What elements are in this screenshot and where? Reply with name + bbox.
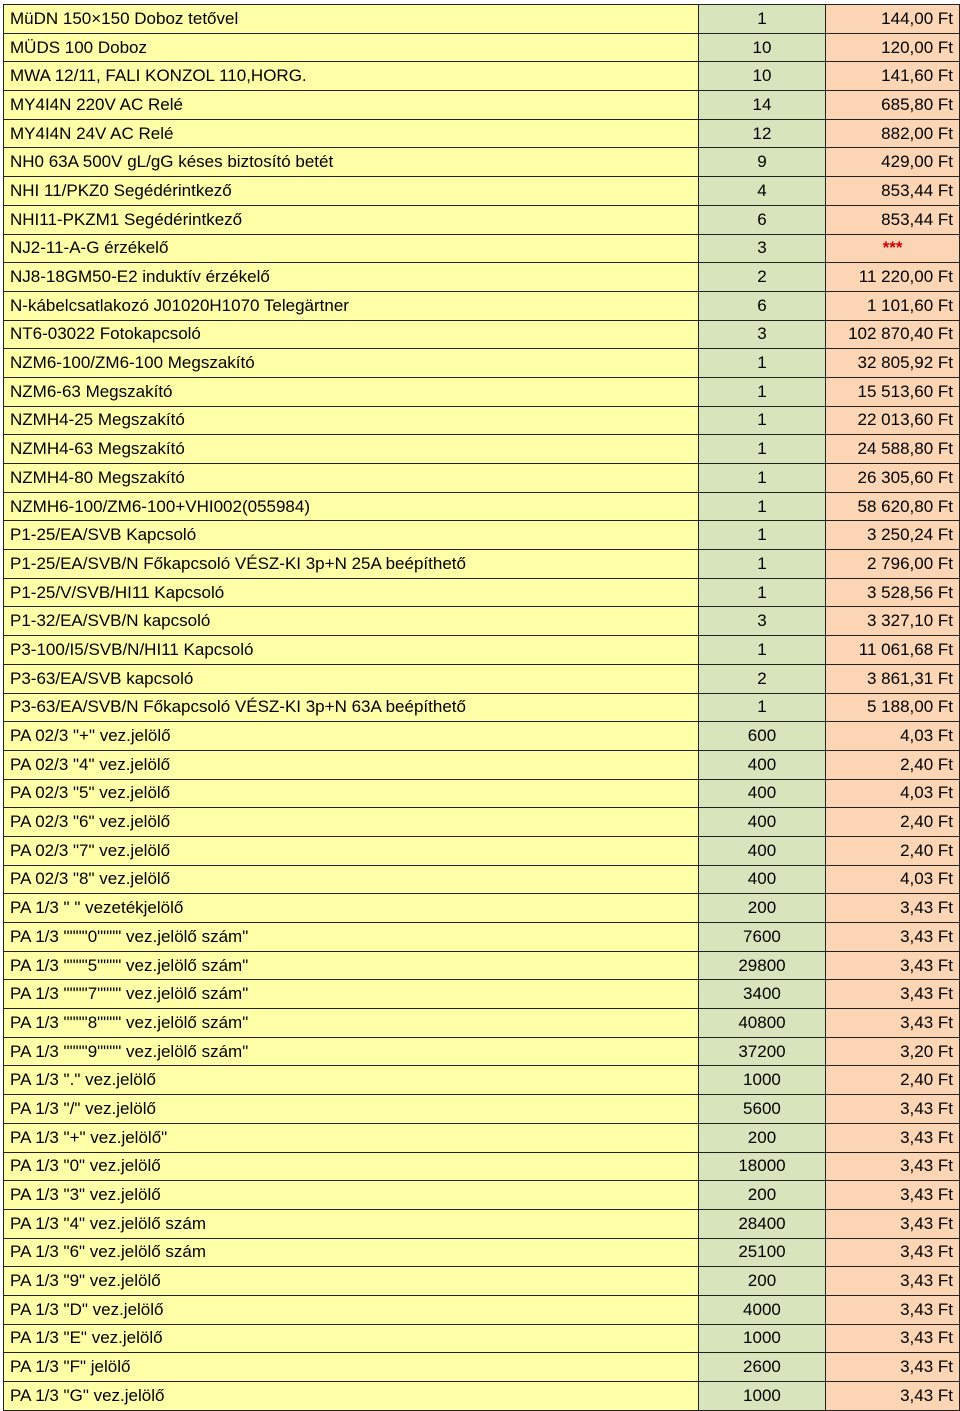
quantity-cell: 4000 [698, 1295, 825, 1324]
unit-price-cell: 22 013,60 Ft [826, 406, 960, 435]
unit-price-cell: 3,43 Ft [826, 1353, 960, 1382]
unit-price-cell: 3,43 Ft [826, 1238, 960, 1267]
unit-price-cell: 26 305,60 Ft [826, 464, 960, 493]
product-name-cell: PA 02/3 "8" vez.jelölő [4, 865, 699, 894]
quantity-cell: 1 [698, 377, 825, 406]
unit-price-cell: 2,40 Ft [826, 1066, 960, 1095]
product-name-cell: NJ2-11-A-G érzékelő [4, 234, 699, 263]
unit-price-cell: 429,00 Ft [826, 148, 960, 177]
product-name-cell: PA 1/3 """"8"""" vez.jelölő szám" [4, 1009, 699, 1038]
product-name-cell: PA 1/3 """"0"""" vez.jelölő szám" [4, 923, 699, 952]
unit-price-cell: 3,43 Ft [826, 951, 960, 980]
table-row [4, 1209, 960, 1238]
table-row [4, 1009, 960, 1038]
product-name-cell: P1-25/EA/SVB Kapcsoló [4, 521, 699, 550]
table-row [4, 779, 960, 808]
unit-price-cell: 1 101,60 Ft [826, 291, 960, 320]
quantity-cell: 14 [698, 91, 825, 120]
quantity-cell: 1 [698, 464, 825, 493]
unit-price-cell: 3 861,31 Ft [826, 664, 960, 693]
unit-price-cell: 882,00 Ft [826, 119, 960, 148]
quantity-cell: 3 [698, 320, 825, 349]
quantity-cell: 600 [698, 722, 825, 751]
product-name-cell: PA 1/3 "4" vez.jelölő szám [4, 1209, 699, 1238]
unit-price-cell: 2,40 Ft [826, 836, 960, 865]
quantity-cell: 3 [698, 607, 825, 636]
quantity-cell: 1 [698, 349, 825, 378]
table-row [4, 1353, 960, 1382]
unit-price-cell: 2,40 Ft [826, 808, 960, 837]
table-row [4, 62, 960, 91]
quantity-cell: 400 [698, 808, 825, 837]
table-row [4, 349, 960, 378]
product-name-cell: MY4I4N 220V AC Relé [4, 91, 699, 120]
product-name-cell: MY4I4N 24V AC Relé [4, 119, 699, 148]
table-row [4, 923, 960, 952]
table-row [4, 406, 960, 435]
price-list-table [3, 4, 960, 1411]
table-row [4, 693, 960, 722]
quantity-cell: 6 [698, 205, 825, 234]
quantity-cell: 37200 [698, 1037, 825, 1066]
product-name-cell: PA 1/3 """"7"""" vez.jelölő szám" [4, 980, 699, 1009]
quantity-cell: 400 [698, 836, 825, 865]
table-row [4, 377, 960, 406]
unit-price-cell: 3,43 Ft [826, 1009, 960, 1038]
table-row [4, 1095, 960, 1124]
quantity-cell: 2 [698, 664, 825, 693]
table-row [4, 636, 960, 665]
unit-price-cell: 32 805,92 Ft [826, 349, 960, 378]
product-name-cell: PA 1/3 "." vez.jelölő [4, 1066, 699, 1095]
unit-price-cell: 120,00 Ft [826, 33, 960, 62]
unit-price-cell: 3,43 Ft [826, 1123, 960, 1152]
table-row [4, 5, 960, 34]
table-row [4, 1066, 960, 1095]
product-name-cell: PA 1/3 """"9"""" vez.jelölő szám" [4, 1037, 699, 1066]
quantity-cell: 1 [698, 5, 825, 34]
product-name-cell: P3-100/I5/SVB/N/HI11 Kapcsoló [4, 636, 699, 665]
table-row [4, 1295, 960, 1324]
table-row [4, 1037, 960, 1066]
unit-price-cell: 11 220,00 Ft [826, 263, 960, 292]
product-name-cell: NZMH4-80 Megszakító [4, 464, 699, 493]
product-name-cell: NJ8-18GM50-E2 induktív érzékelő [4, 263, 699, 292]
product-name-cell: PA 1/3 "+" vez.jelölő" [4, 1123, 699, 1152]
table-row [4, 492, 960, 521]
quantity-cell: 1 [698, 578, 825, 607]
unit-price-cell: 4,03 Ft [826, 865, 960, 894]
quantity-cell: 400 [698, 865, 825, 894]
quantity-cell: 400 [698, 750, 825, 779]
product-name-cell: PA 1/3 "D" vez.jelölő [4, 1295, 699, 1324]
unit-price-cell: 141,60 Ft [826, 62, 960, 91]
quantity-cell: 6 [698, 291, 825, 320]
table-row [4, 951, 960, 980]
unit-price-cell: 3,43 Ft [826, 1181, 960, 1210]
unit-price-cell: 58 620,80 Ft [826, 492, 960, 521]
product-name-cell: PA 1/3 "0" vez.jelölő [4, 1152, 699, 1181]
product-name-cell: NZMH4-63 Megszakító [4, 435, 699, 464]
product-name-cell: NZM6-100/ZM6-100 Megszakító [4, 349, 699, 378]
quantity-cell: 29800 [698, 951, 825, 980]
quantity-cell: 40800 [698, 1009, 825, 1038]
unit-price-cell: 2,40 Ft [826, 750, 960, 779]
table-row [4, 205, 960, 234]
quantity-cell: 200 [698, 1181, 825, 1210]
unit-price-cell: 4,03 Ft [826, 779, 960, 808]
product-name-cell: PA 1/3 "F" jelölő [4, 1353, 699, 1382]
product-name-cell: NH0 63A 500V gL/gG késes biztosító betét [4, 148, 699, 177]
unit-price-cell: 3,43 Ft [826, 1152, 960, 1181]
table-row [4, 464, 960, 493]
unit-price-cell: 853,44 Ft [826, 205, 960, 234]
unit-price-cell: 4,03 Ft [826, 722, 960, 751]
unit-price-cell: 15 513,60 Ft [826, 377, 960, 406]
unit-price-cell: 144,00 Ft [826, 5, 960, 34]
product-name-cell: N-kábelcsatlakozó J01020H1070 Telegärtner [4, 291, 699, 320]
quantity-cell: 2 [698, 263, 825, 292]
table-row [4, 865, 960, 894]
unit-price-cell: 3,43 Ft [826, 1295, 960, 1324]
table-row [4, 291, 960, 320]
quantity-cell: 400 [698, 779, 825, 808]
product-name-cell: PA 1/3 "G" vez.jelölő [4, 1382, 699, 1411]
quantity-cell: 200 [698, 894, 825, 923]
quantity-cell: 12 [698, 119, 825, 148]
table-row [4, 550, 960, 579]
product-name-cell: PA 1/3 "9" vez.jelölő [4, 1267, 699, 1296]
product-name-cell: PA 1/3 "6" vez.jelölő szám [4, 1238, 699, 1267]
product-name-cell: PA 02/3 "+" vez.jelölő [4, 722, 699, 751]
table-row [4, 119, 960, 148]
unit-price-cell: 3,20 Ft [826, 1037, 960, 1066]
quantity-cell: 1 [698, 435, 825, 464]
unit-price-cell: 3,43 Ft [826, 894, 960, 923]
quantity-cell: 1000 [698, 1382, 825, 1411]
unit-price-cell: 102 870,40 Ft [826, 320, 960, 349]
table-row [4, 33, 960, 62]
product-name-cell: PA 02/3 "5" vez.jelölő [4, 779, 699, 808]
quantity-cell: 1 [698, 636, 825, 665]
product-name-cell: NT6-03022 Fotokapcsoló [4, 320, 699, 349]
table-row [4, 607, 960, 636]
table-row [4, 435, 960, 464]
unit-price-cell: 3,43 Ft [826, 923, 960, 952]
product-name-cell: PA 1/3 "/" vez.jelölő [4, 1095, 699, 1124]
unit-price-cell: 3,43 Ft [826, 980, 960, 1009]
table-row [4, 263, 960, 292]
quantity-cell: 1 [698, 492, 825, 521]
table-row [4, 1382, 960, 1411]
quantity-cell: 1 [698, 406, 825, 435]
product-name-cell: PA 02/3 "7" vez.jelölő [4, 836, 699, 865]
quantity-cell: 4 [698, 177, 825, 206]
table-row [4, 234, 960, 263]
product-name-cell: MüDN 150×150 Doboz tetővel [4, 5, 699, 34]
product-name-cell: PA 1/3 "3" vez.jelölő [4, 1181, 699, 1210]
unit-price-cell: 853,44 Ft [826, 177, 960, 206]
unit-price-cell: 3,43 Ft [826, 1267, 960, 1296]
quantity-cell: 28400 [698, 1209, 825, 1238]
product-name-cell: MWA 12/11, FALI KONZOL 110,HORG. [4, 62, 699, 91]
product-name-cell: P1-25/V/SVB/HI11 Kapcsoló [4, 578, 699, 607]
quantity-cell: 1 [698, 693, 825, 722]
product-name-cell: PA 1/3 """"5"""" vez.jelölő szám" [4, 951, 699, 980]
product-name-cell: P1-25/EA/SVB/N Főkapcsoló VÉSZ-KI 3p+N 25A beépíthető [4, 550, 699, 579]
unit-price-cell: 5 188,00 Ft [826, 693, 960, 722]
unit-price-cell: *** [826, 234, 960, 263]
quantity-cell: 25100 [698, 1238, 825, 1267]
price-list-body [4, 5, 960, 1411]
table-row [4, 1267, 960, 1296]
quantity-cell: 9 [698, 148, 825, 177]
table-row [4, 148, 960, 177]
quantity-cell: 5600 [698, 1095, 825, 1124]
quantity-cell: 1 [698, 550, 825, 579]
table-row [4, 750, 960, 779]
product-name-cell: NHI 11/PKZ0 Segédérintkező [4, 177, 699, 206]
unit-price-cell: 3 327,10 Ft [826, 607, 960, 636]
quantity-cell: 2600 [698, 1353, 825, 1382]
table-row [4, 177, 960, 206]
table-row [4, 320, 960, 349]
product-name-cell: P3-63/EA/SVB/N Főkapcsoló VÉSZ-KI 3p+N 63A beépíthető [4, 693, 699, 722]
table-row [4, 808, 960, 837]
table-row [4, 980, 960, 1009]
unit-price-cell: 11 061,68 Ft [826, 636, 960, 665]
table-row [4, 1152, 960, 1181]
table-row [4, 91, 960, 120]
unit-price-cell: 3 250,24 Ft [826, 521, 960, 550]
product-name-cell: NZM6-63 Megszakító [4, 377, 699, 406]
quantity-cell: 10 [698, 62, 825, 91]
table-row [4, 664, 960, 693]
unit-price-cell: 3,43 Ft [826, 1324, 960, 1353]
table-row [4, 836, 960, 865]
table-row [4, 578, 960, 607]
product-name-cell: PA 1/3 " " vezetékjelölő [4, 894, 699, 923]
unit-price-cell: 3 528,56 Ft [826, 578, 960, 607]
table-row [4, 521, 960, 550]
quantity-cell: 200 [698, 1267, 825, 1296]
table-row [4, 1123, 960, 1152]
quantity-cell: 18000 [698, 1152, 825, 1181]
quantity-cell: 3 [698, 234, 825, 263]
quantity-cell: 10 [698, 33, 825, 62]
quantity-cell: 1000 [698, 1066, 825, 1095]
unit-price-cell: 3,43 Ft [826, 1209, 960, 1238]
table-row [4, 1324, 960, 1353]
product-name-cell: NHI11-PKZM1 Segédérintkező [4, 205, 699, 234]
product-name-cell: PA 1/3 "E" vez.jelölő [4, 1324, 699, 1353]
product-name-cell: P3-63/EA/SVB kapcsoló [4, 664, 699, 693]
unit-price-cell: 3,43 Ft [826, 1382, 960, 1411]
table-row [4, 894, 960, 923]
product-name-cell: PA 02/3 "6" vez.jelölő [4, 808, 699, 837]
table-row [4, 722, 960, 751]
quantity-cell: 1000 [698, 1324, 825, 1353]
unit-price-cell: 3,43 Ft [826, 1095, 960, 1124]
unit-price-cell: 2 796,00 Ft [826, 550, 960, 579]
product-name-cell: NZMH4-25 Megszakító [4, 406, 699, 435]
quantity-cell: 3400 [698, 980, 825, 1009]
product-name-cell: PA 02/3 "4" vez.jelölő [4, 750, 699, 779]
product-name-cell: MÜDS 100 Doboz [4, 33, 699, 62]
table-row [4, 1181, 960, 1210]
product-name-cell: NZMH6-100/ZM6-100+VHI002(055984) [4, 492, 699, 521]
quantity-cell: 1 [698, 521, 825, 550]
quantity-cell: 7600 [698, 923, 825, 952]
unit-price-cell: 24 588,80 Ft [826, 435, 960, 464]
quantity-cell: 200 [698, 1123, 825, 1152]
table-row [4, 1238, 960, 1267]
unit-price-cell: 685,80 Ft [826, 91, 960, 120]
product-name-cell: P1-32/EA/SVB/N kapcsoló [4, 607, 699, 636]
